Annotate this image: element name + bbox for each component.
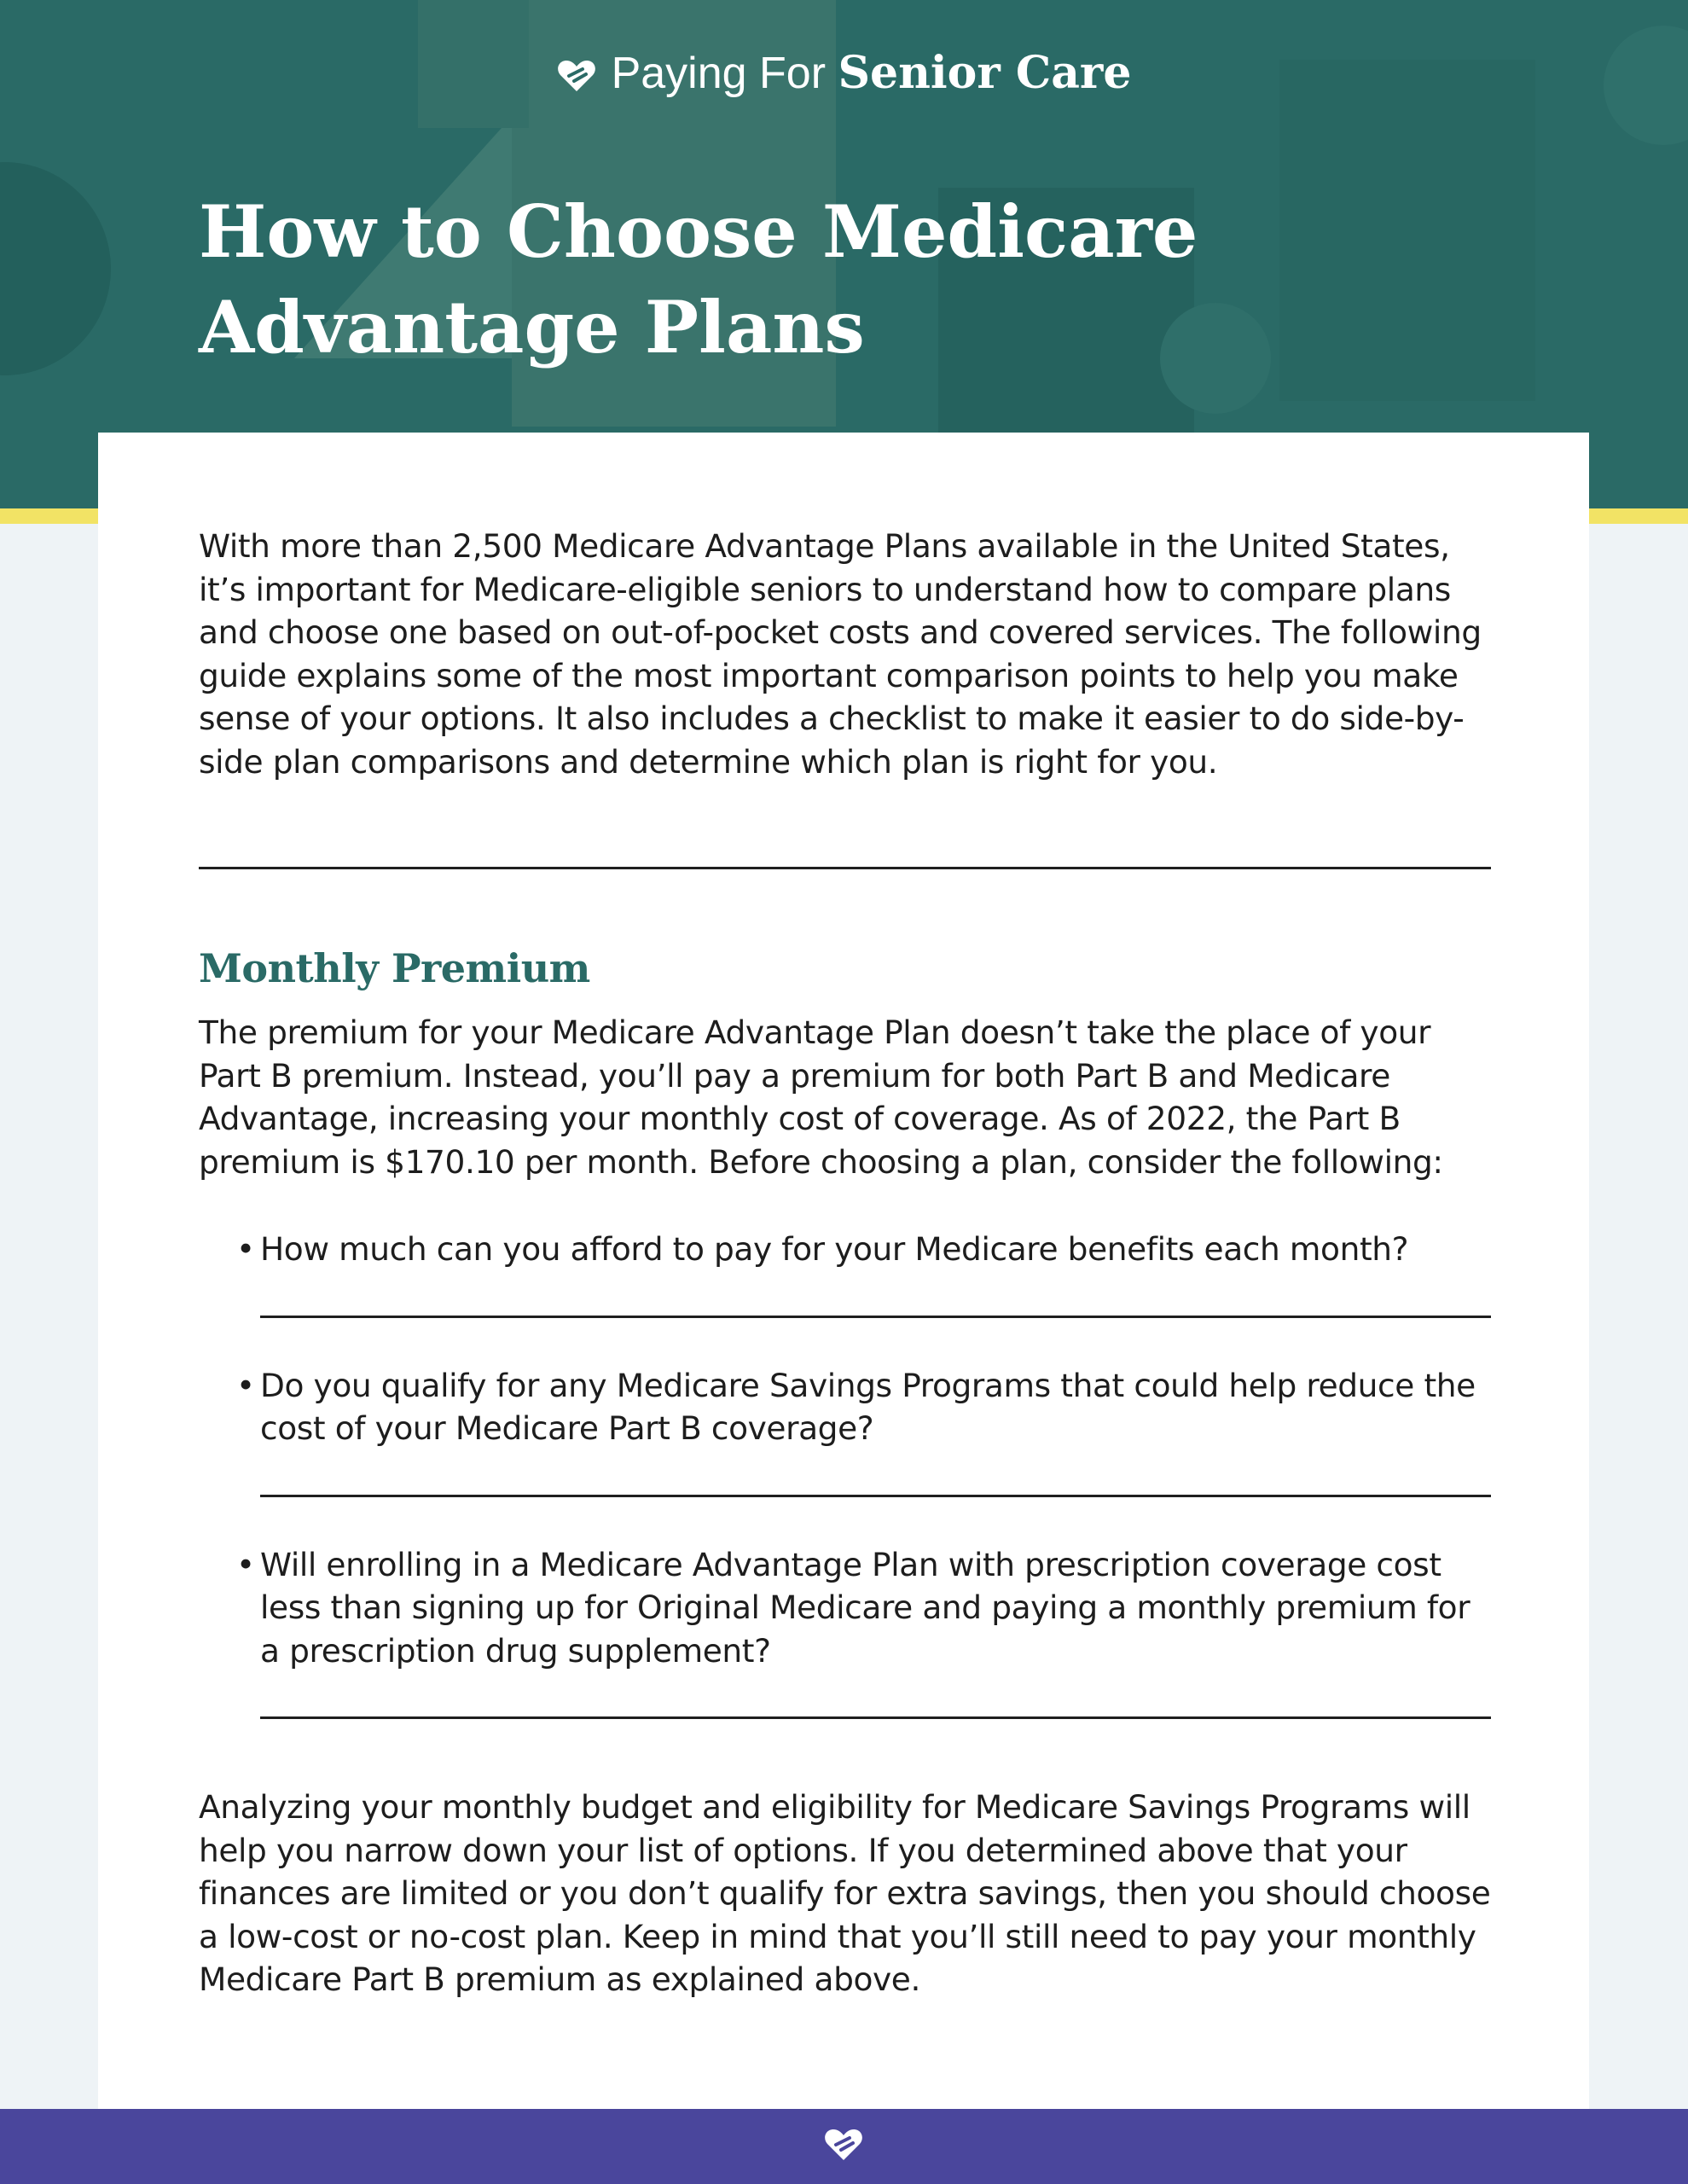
heart-tag-icon [824,2127,863,2163]
answer-line[interactable] [260,1716,1491,1719]
heart-tag-icon [557,59,596,93]
question-text: How much can you afford to pay for your Medicare benefits each month? [260,1230,1409,1268]
intro-paragraph: With more than 2,500 Medicare Advantage Plans available in the United States, it’s important for Medicare-eligible seniors to understand how to compare plans and choose one based on out-of-pocket costs and covered services. The following guide explains some of the most important comparison points to help you make sense of your options. It also includes a checklist to make it easier to do side-by-side plan comparisons and determine which plan is right for you. [199,527,1482,781]
page-title: How to Choose Medicare Advantage Plans [199,189,1198,369]
section-body: The premium for your Medicare Advantage Plan doesn’t take the place of your Part B premium. Instead, you’ll pay a premium for both Part B and Medicare Advantage, increasing your monthly cost of coverage. As of 2022, the Part B premium is $170.10 per month. Before choosing a plan, consider the following: [199,1014,1443,1181]
bullet-icon: • [236,1366,256,1404]
bullet-icon: • [236,1230,256,1268]
list-item [199,1364,1491,1497]
answer-line[interactable] [260,1316,1491,1318]
content-body [199,525,1491,2001]
question-text: Do you qualify for any Medicare Savings Programs that could help reduce the cost of your Medicare Part B coverage? [260,1366,1476,1447]
list-item [199,1543,1491,1720]
header-decoration [1279,60,1535,401]
brand-name-light: Paying For [611,49,827,98]
list-item [199,1228,1491,1318]
content-card [98,433,1589,2110]
bullet-icon: • [236,1545,256,1583]
section-divider [199,867,1491,869]
header-decoration [0,162,111,375]
conclusion-paragraph: Analyzing your monthly budget and eligibility for Medicare Savings Programs will help you narrow down your list of options. If you determined above that your finances are limited or you don’t qualify for extra savings, then you should choose a low-cost or no-cost plan. Keep in mind that you’ll still need to pay your monthly Medicare Part B premium as explained above. [199,1788,1491,1998]
brand-logo[interactable] [0,48,1688,99]
page-footer [0,2109,1688,2184]
answer-line[interactable] [260,1495,1491,1497]
question-list [199,1228,1491,1719]
section-heading: Monthly Premium [199,945,590,991]
question-text: Will enrolling in a Medicare Advantage Plan with prescription coverage cost less than signing up for Original Medicare and paying a monthly premium for a prescription drug supplement? [260,1545,1470,1670]
brand-name-bold: Senior Care [838,47,1132,99]
